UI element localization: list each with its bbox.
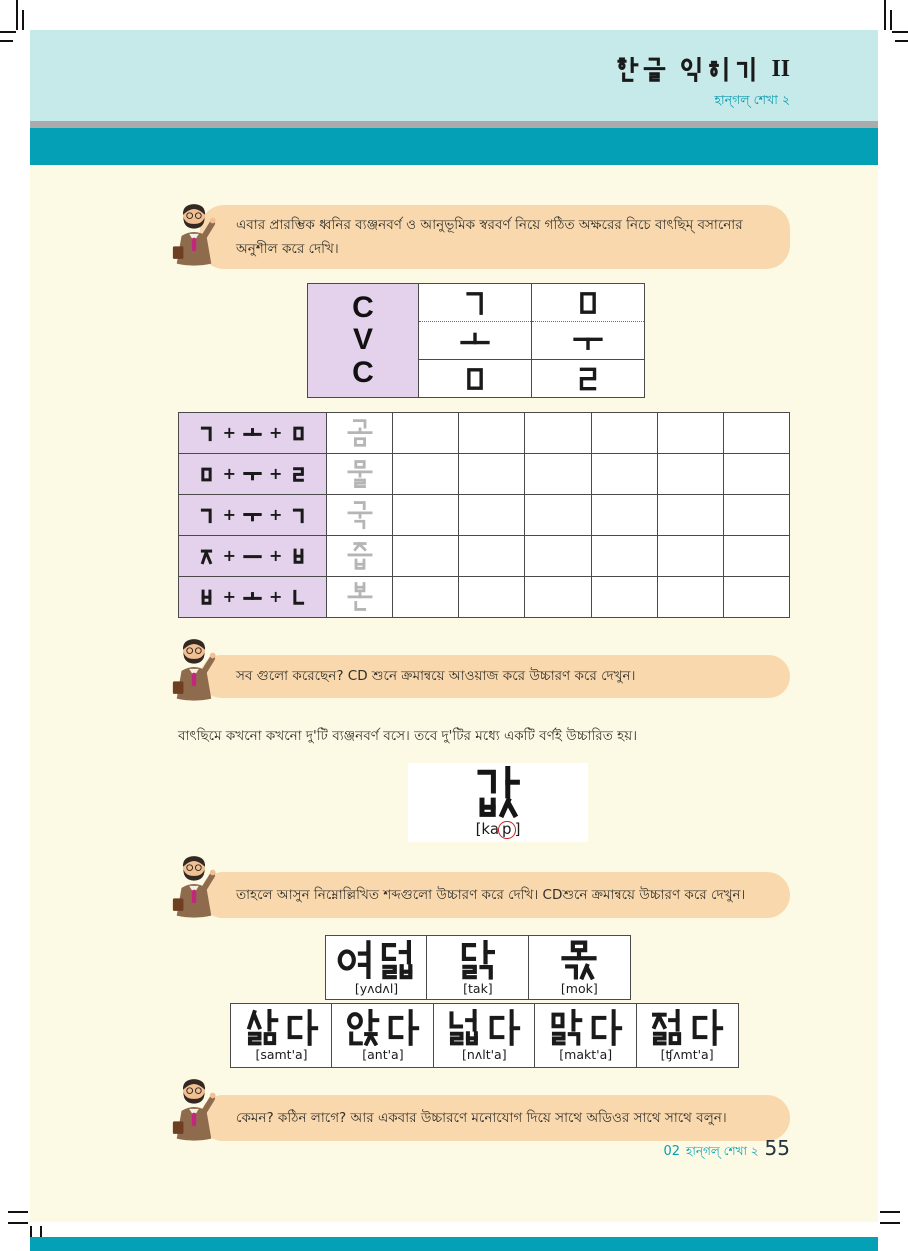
instruction-text: কেমন? কঠিন লাগে? আর একবার উচ্চারণে মনোযোগ দিয়ে সাথে অডিওর সাথে সাথে বলুন। — [236, 1109, 727, 1126]
practice-blank-cell — [591, 495, 657, 535]
plus-sign: + — [269, 587, 283, 606]
practice-blank-cell — [657, 495, 723, 535]
plus-sign: + — [222, 423, 236, 442]
jamo-cell — [419, 360, 531, 397]
plus-sign: + — [222, 505, 236, 524]
cvc-letter: V — [352, 323, 373, 357]
jamo-cell — [532, 322, 644, 360]
crop-mark — [0, 40, 13, 42]
ipa-transcription: [ant'a] — [362, 1047, 404, 1062]
plus-sign: + — [269, 464, 283, 483]
ipa-transcription: [nʌlt'a] — [462, 1047, 507, 1062]
crop-mark — [8, 1211, 28, 1213]
chapter-number: 02 — [663, 1144, 681, 1159]
practice-blank-cell — [458, 454, 524, 494]
crop-mark — [890, 10, 892, 30]
ipa-transcription — [476, 820, 521, 839]
crop-mark — [0, 31, 16, 33]
crop-mark — [895, 40, 908, 42]
practice-blank-cell — [392, 577, 458, 617]
cvc-letter: C — [352, 290, 374, 324]
circled-letter: p — [498, 821, 516, 839]
cvc-structure-table — [307, 283, 645, 398]
practice-blank-cell — [723, 495, 789, 535]
practice-row — [179, 495, 789, 536]
gray-divider-bar — [30, 121, 878, 128]
plus-sign: + — [222, 546, 236, 565]
example-syllable — [326, 495, 392, 535]
ipa-transcription: [ʧʌmt'a] — [660, 1047, 714, 1062]
instruction-bubble-3 — [200, 872, 790, 918]
practice-blank-cell — [458, 577, 524, 617]
jamo-formula — [179, 495, 326, 535]
korean-word — [649, 1009, 725, 1046]
ipa-transcription: [tak] — [463, 980, 493, 996]
practice-blank-cell — [591, 413, 657, 453]
ipa-transcription: [yʌdʌl] — [354, 980, 399, 996]
cvc-label — [308, 284, 418, 397]
practice-blank-cell — [657, 413, 723, 453]
page-number: 55 — [764, 1136, 790, 1160]
jamo-formula — [179, 454, 326, 494]
header-band — [30, 30, 878, 121]
professor-icon — [170, 196, 218, 268]
syllable-practice-table — [178, 412, 790, 618]
word-card — [433, 1003, 536, 1068]
practice-blank-cell — [458, 413, 524, 453]
practice-blank-cell — [723, 536, 789, 576]
example-syllable — [326, 454, 392, 494]
jamo-cell — [532, 360, 644, 397]
practice-row — [179, 413, 789, 454]
instruction-bubble-2 — [200, 655, 790, 698]
jamo-formula — [179, 536, 326, 576]
practice-blank-cell — [392, 454, 458, 494]
practice-row — [179, 577, 789, 617]
teal-accent-bar — [30, 128, 878, 165]
word-card — [426, 935, 529, 1000]
example-syllable — [326, 413, 392, 453]
practice-blank-cell — [392, 413, 458, 453]
chapter-label: হান্গল্ শেখা ২ — [686, 1144, 759, 1158]
korean-word — [345, 1009, 421, 1046]
practice-blank-cell — [591, 577, 657, 617]
word-card — [325, 935, 428, 1000]
korean-word — [472, 766, 524, 818]
word-table-row-1 — [325, 935, 631, 1000]
practice-blank-cell — [392, 495, 458, 535]
practice-blank-cell — [524, 577, 590, 617]
word-card — [534, 1003, 637, 1068]
word-table-row-2 — [230, 1003, 739, 1068]
professor-icon — [170, 848, 218, 920]
page-footer — [663, 1136, 790, 1163]
instruction-bubble-1 — [200, 205, 790, 269]
ipa-text: ] — [514, 820, 521, 839]
cvc-letter: C — [352, 355, 374, 389]
korean-word — [458, 940, 498, 980]
korean-word — [244, 1009, 320, 1046]
crop-mark — [884, 0, 886, 30]
practice-blank-cell — [657, 577, 723, 617]
bottom-accent-bar — [30, 1237, 878, 1251]
practice-blank-cell — [657, 536, 723, 576]
practice-blank-cell — [723, 577, 789, 617]
practice-blank-cell — [458, 536, 524, 576]
word-card — [636, 1003, 739, 1068]
crop-mark — [8, 1222, 28, 1224]
korean-word — [548, 1009, 624, 1046]
example-syllable — [326, 536, 392, 576]
plus-sign: + — [269, 423, 283, 442]
example-syllable — [326, 577, 392, 617]
word-card — [528, 935, 631, 1000]
content-sheet — [30, 165, 878, 1222]
crop-mark — [22, 10, 24, 30]
crop-mark — [880, 1222, 900, 1224]
professor-icon — [170, 1071, 218, 1143]
cvc-example-column — [531, 284, 644, 397]
practice-blank-cell — [723, 413, 789, 453]
plus-sign: + — [269, 505, 283, 524]
jamo-cell — [419, 322, 531, 360]
practice-blank-cell — [723, 454, 789, 494]
highlight-word-box — [408, 763, 588, 842]
practice-blank-cell — [524, 536, 590, 576]
jamo-formula — [179, 413, 326, 453]
cvc-example-column — [418, 284, 531, 397]
instruction-text: তাহলে আসুন নিম্নোল্লিখিত শব্দগুলো উচ্চারণ করে দেখি। CDশুনে ক্রমান্বয়ে উচ্চারণ করে দেখুন। — [236, 886, 746, 903]
instruction-text: এবার প্রারম্ভিক ধ্বনির ব্যঞ্জনবর্ণ ও আনুভূমিক স্বরবর্ণ নিয়ে গঠিত অক্ষরের নিচে বাৎছিম্ বসানোর অনুশীল করে দেখি। — [236, 216, 743, 257]
ipa-text: [ka — [475, 820, 500, 839]
practice-blank-cell — [524, 495, 590, 535]
roman-text: II — [771, 55, 790, 82]
plus-sign: + — [222, 587, 236, 606]
ipa-transcription: [mok] — [560, 980, 598, 996]
practice-blank-cell — [392, 536, 458, 576]
practice-blank-cell — [591, 536, 657, 576]
jamo-cell — [419, 284, 531, 322]
word-card — [230, 1003, 333, 1068]
practice-blank-cell — [524, 413, 590, 453]
plus-sign: + — [222, 464, 236, 483]
instruction-text: সব গুলো করেছেন? CD শুনে ক্রমান্বয়ে আওয়াজ করে উচ্চারণ করে দেখুন। — [236, 668, 636, 685]
korean-word — [559, 940, 599, 980]
practice-blank-cell — [591, 454, 657, 494]
practice-blank-cell — [657, 454, 723, 494]
korean-word — [446, 1009, 522, 1046]
practice-blank-cell — [458, 495, 524, 535]
page-title — [615, 57, 790, 82]
instruction-bubble-4 — [200, 1095, 790, 1141]
word-card — [331, 1003, 434, 1068]
crop-mark — [892, 31, 908, 33]
korean-word — [336, 940, 418, 980]
crop-mark — [16, 0, 18, 30]
ipa-transcription: [samt'a] — [255, 1047, 308, 1062]
jamo-formula — [179, 577, 326, 617]
batchim-note: বাৎছিমে কখনো কখনো দু'টি ব্যঞ্জনবর্ণ বসে। তবে দু'টির মধ্যে একটি বর্ণই উচ্চারিত হয়। — [178, 728, 638, 744]
practice-row — [179, 536, 789, 577]
professor-icon — [170, 631, 218, 703]
practice-row — [179, 454, 789, 495]
ipa-transcription: [makt'a] — [559, 1047, 613, 1062]
crop-mark — [880, 1211, 900, 1213]
plus-sign: + — [269, 546, 283, 565]
page-subtitle: হান্গল্ শেখা ২ — [714, 92, 790, 107]
jamo-cell — [532, 284, 644, 322]
practice-blank-cell — [524, 454, 590, 494]
